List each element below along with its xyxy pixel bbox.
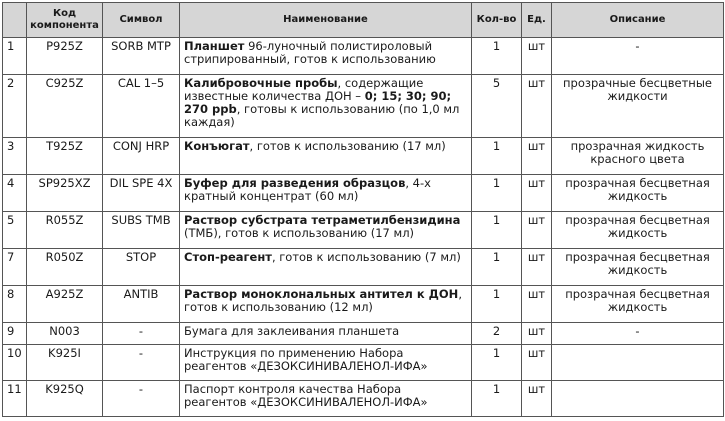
header-num — [3, 3, 27, 38]
row-num: 7 — [3, 249, 27, 286]
row-desc — [552, 345, 724, 381]
header-unit: Ед. — [522, 3, 552, 38]
row-unit: шт — [522, 249, 552, 286]
row-code: T925Z — [27, 138, 103, 175]
components-table — [2, 2, 724, 417]
header-symbol: Символ — [103, 3, 180, 38]
row-name — [180, 38, 472, 75]
row-name — [180, 323, 472, 345]
row-symbol: CONJ HRP — [103, 138, 180, 175]
name-rest: 96-луночный полистироловый стрипированный, готов к использованию — [184, 39, 436, 66]
header-code: Код компонента — [27, 3, 103, 38]
name-bold: Планшет — [184, 39, 245, 53]
name-rest: , 4-х кратный концентрат (60 мл) — [184, 176, 431, 203]
row-name — [180, 286, 472, 323]
row-unit: шт — [522, 75, 552, 138]
row-num: 9 — [3, 323, 27, 345]
name-rest: (ТМБ), готов к использованию (17 мл) — [184, 226, 415, 240]
name-rest: , готов к использованию (7 мл) — [271, 250, 461, 264]
name-bold: Конъюгат — [184, 139, 250, 153]
row-symbol: STOP — [103, 249, 180, 286]
row-unit: шт — [522, 175, 552, 212]
row-symbol: - — [103, 345, 180, 381]
row-symbol: SORB MTP — [103, 38, 180, 75]
row-num: 11 — [3, 381, 27, 417]
row-qty: 1 — [472, 38, 522, 75]
row-symbol: ANTIB — [103, 286, 180, 323]
row-code: P925Z — [27, 38, 103, 75]
header-desc: Описание — [552, 3, 724, 38]
row-code: SP925XZ — [27, 175, 103, 212]
row-desc: прозрачная бесцветная жидкость — [552, 175, 724, 212]
name-rest: Инструкция по применению Набора реагентов «ДЕЗОКСИНИВАЛЕНОЛ-ИФА» — [184, 346, 428, 373]
row-desc: прозрачная бесцветная жидкость — [552, 249, 724, 286]
table-row — [3, 345, 724, 381]
row-name — [180, 345, 472, 381]
row-symbol: SUBS TMB — [103, 212, 180, 249]
name-bold: Раствор моноклональных антител к ДОН — [184, 287, 459, 301]
row-name — [180, 75, 472, 138]
row-symbol: CAL 1–5 — [103, 75, 180, 138]
row-unit: шт — [522, 212, 552, 249]
row-name — [180, 175, 472, 212]
row-unit: шт — [522, 138, 552, 175]
name-rest-2: , готовы к использованию (по 1,0 мл каждая) — [184, 102, 460, 129]
table-row — [3, 249, 724, 286]
row-name — [180, 249, 472, 286]
table-row — [3, 286, 724, 323]
name-bold: Калибровочные пробы — [184, 76, 338, 90]
header-qty: Кол-во — [472, 3, 522, 38]
row-num: 1 — [3, 38, 27, 75]
row-num: 4 — [3, 175, 27, 212]
table-row — [3, 212, 724, 249]
table-row — [3, 323, 724, 345]
row-unit: шт — [522, 381, 552, 417]
row-name — [180, 138, 472, 175]
row-qty: 1 — [472, 138, 522, 175]
row-qty: 1 — [472, 249, 522, 286]
row-qty: 1 — [472, 286, 522, 323]
row-code: N003 — [27, 323, 103, 345]
row-name — [180, 212, 472, 249]
name-bold: Буфер для разведения образцов — [184, 176, 406, 190]
row-qty: 5 — [472, 75, 522, 138]
row-code: C925Z — [27, 75, 103, 138]
row-qty: 1 — [472, 175, 522, 212]
name-bold: Раствор субстрата тетраметилбензидина — [184, 213, 461, 227]
row-desc: прозрачная жидкость красного цвета — [552, 138, 724, 175]
row-num: 2 — [3, 75, 27, 138]
row-code: K925I — [27, 345, 103, 381]
row-symbol: - — [103, 381, 180, 417]
row-desc: прозрачные бесцветные жидкости — [552, 75, 724, 138]
row-unit: шт — [522, 323, 552, 345]
row-code: K925Q — [27, 381, 103, 417]
row-desc: прозрачная бесцветная жидкость — [552, 286, 724, 323]
row-qty: 1 — [472, 381, 522, 417]
row-qty: 2 — [472, 323, 522, 345]
row-code: R055Z — [27, 212, 103, 249]
table-row — [3, 38, 724, 75]
name-rest: , готов к использованию (12 мл) — [184, 287, 462, 314]
table-row — [3, 381, 724, 417]
name-rest: , готов к использованию (17 мл) — [249, 139, 446, 153]
row-num: 3 — [3, 138, 27, 175]
name-rest: , содержащие известные количества ДОН – — [184, 76, 424, 103]
name-bold: Стоп-реагент — [184, 250, 272, 264]
row-desc: прозрачная бесцветная жидкость — [552, 212, 724, 249]
row-code: R050Z — [27, 249, 103, 286]
row-desc: - — [552, 38, 724, 75]
row-unit: шт — [522, 286, 552, 323]
row-qty: 1 — [472, 345, 522, 381]
row-name — [180, 381, 472, 417]
row-unit: шт — [522, 38, 552, 75]
row-desc: - — [552, 323, 724, 345]
name-bold-2: 0; 15; 30; 90; 270 ppb — [184, 89, 452, 116]
row-num: 10 — [3, 345, 27, 381]
row-unit: шт — [522, 345, 552, 381]
table-row — [3, 175, 724, 212]
header-row — [3, 3, 724, 38]
table-row — [3, 138, 724, 175]
table-row — [3, 75, 724, 138]
row-desc — [552, 381, 724, 417]
header-name: Наименование — [180, 3, 472, 38]
name-rest: Паспорт контроля качества Набора реагентов «ДЕЗОКСИНИВАЛЕНОЛ-ИФА» — [184, 382, 428, 409]
row-symbol: - — [103, 323, 180, 345]
name-rest: Бумага для заклеивания планшета — [184, 324, 400, 338]
row-num: 8 — [3, 286, 27, 323]
row-symbol: DIL SPE 4X — [103, 175, 180, 212]
row-code: A925Z — [27, 286, 103, 323]
row-qty: 1 — [472, 212, 522, 249]
row-num: 5 — [3, 212, 27, 249]
